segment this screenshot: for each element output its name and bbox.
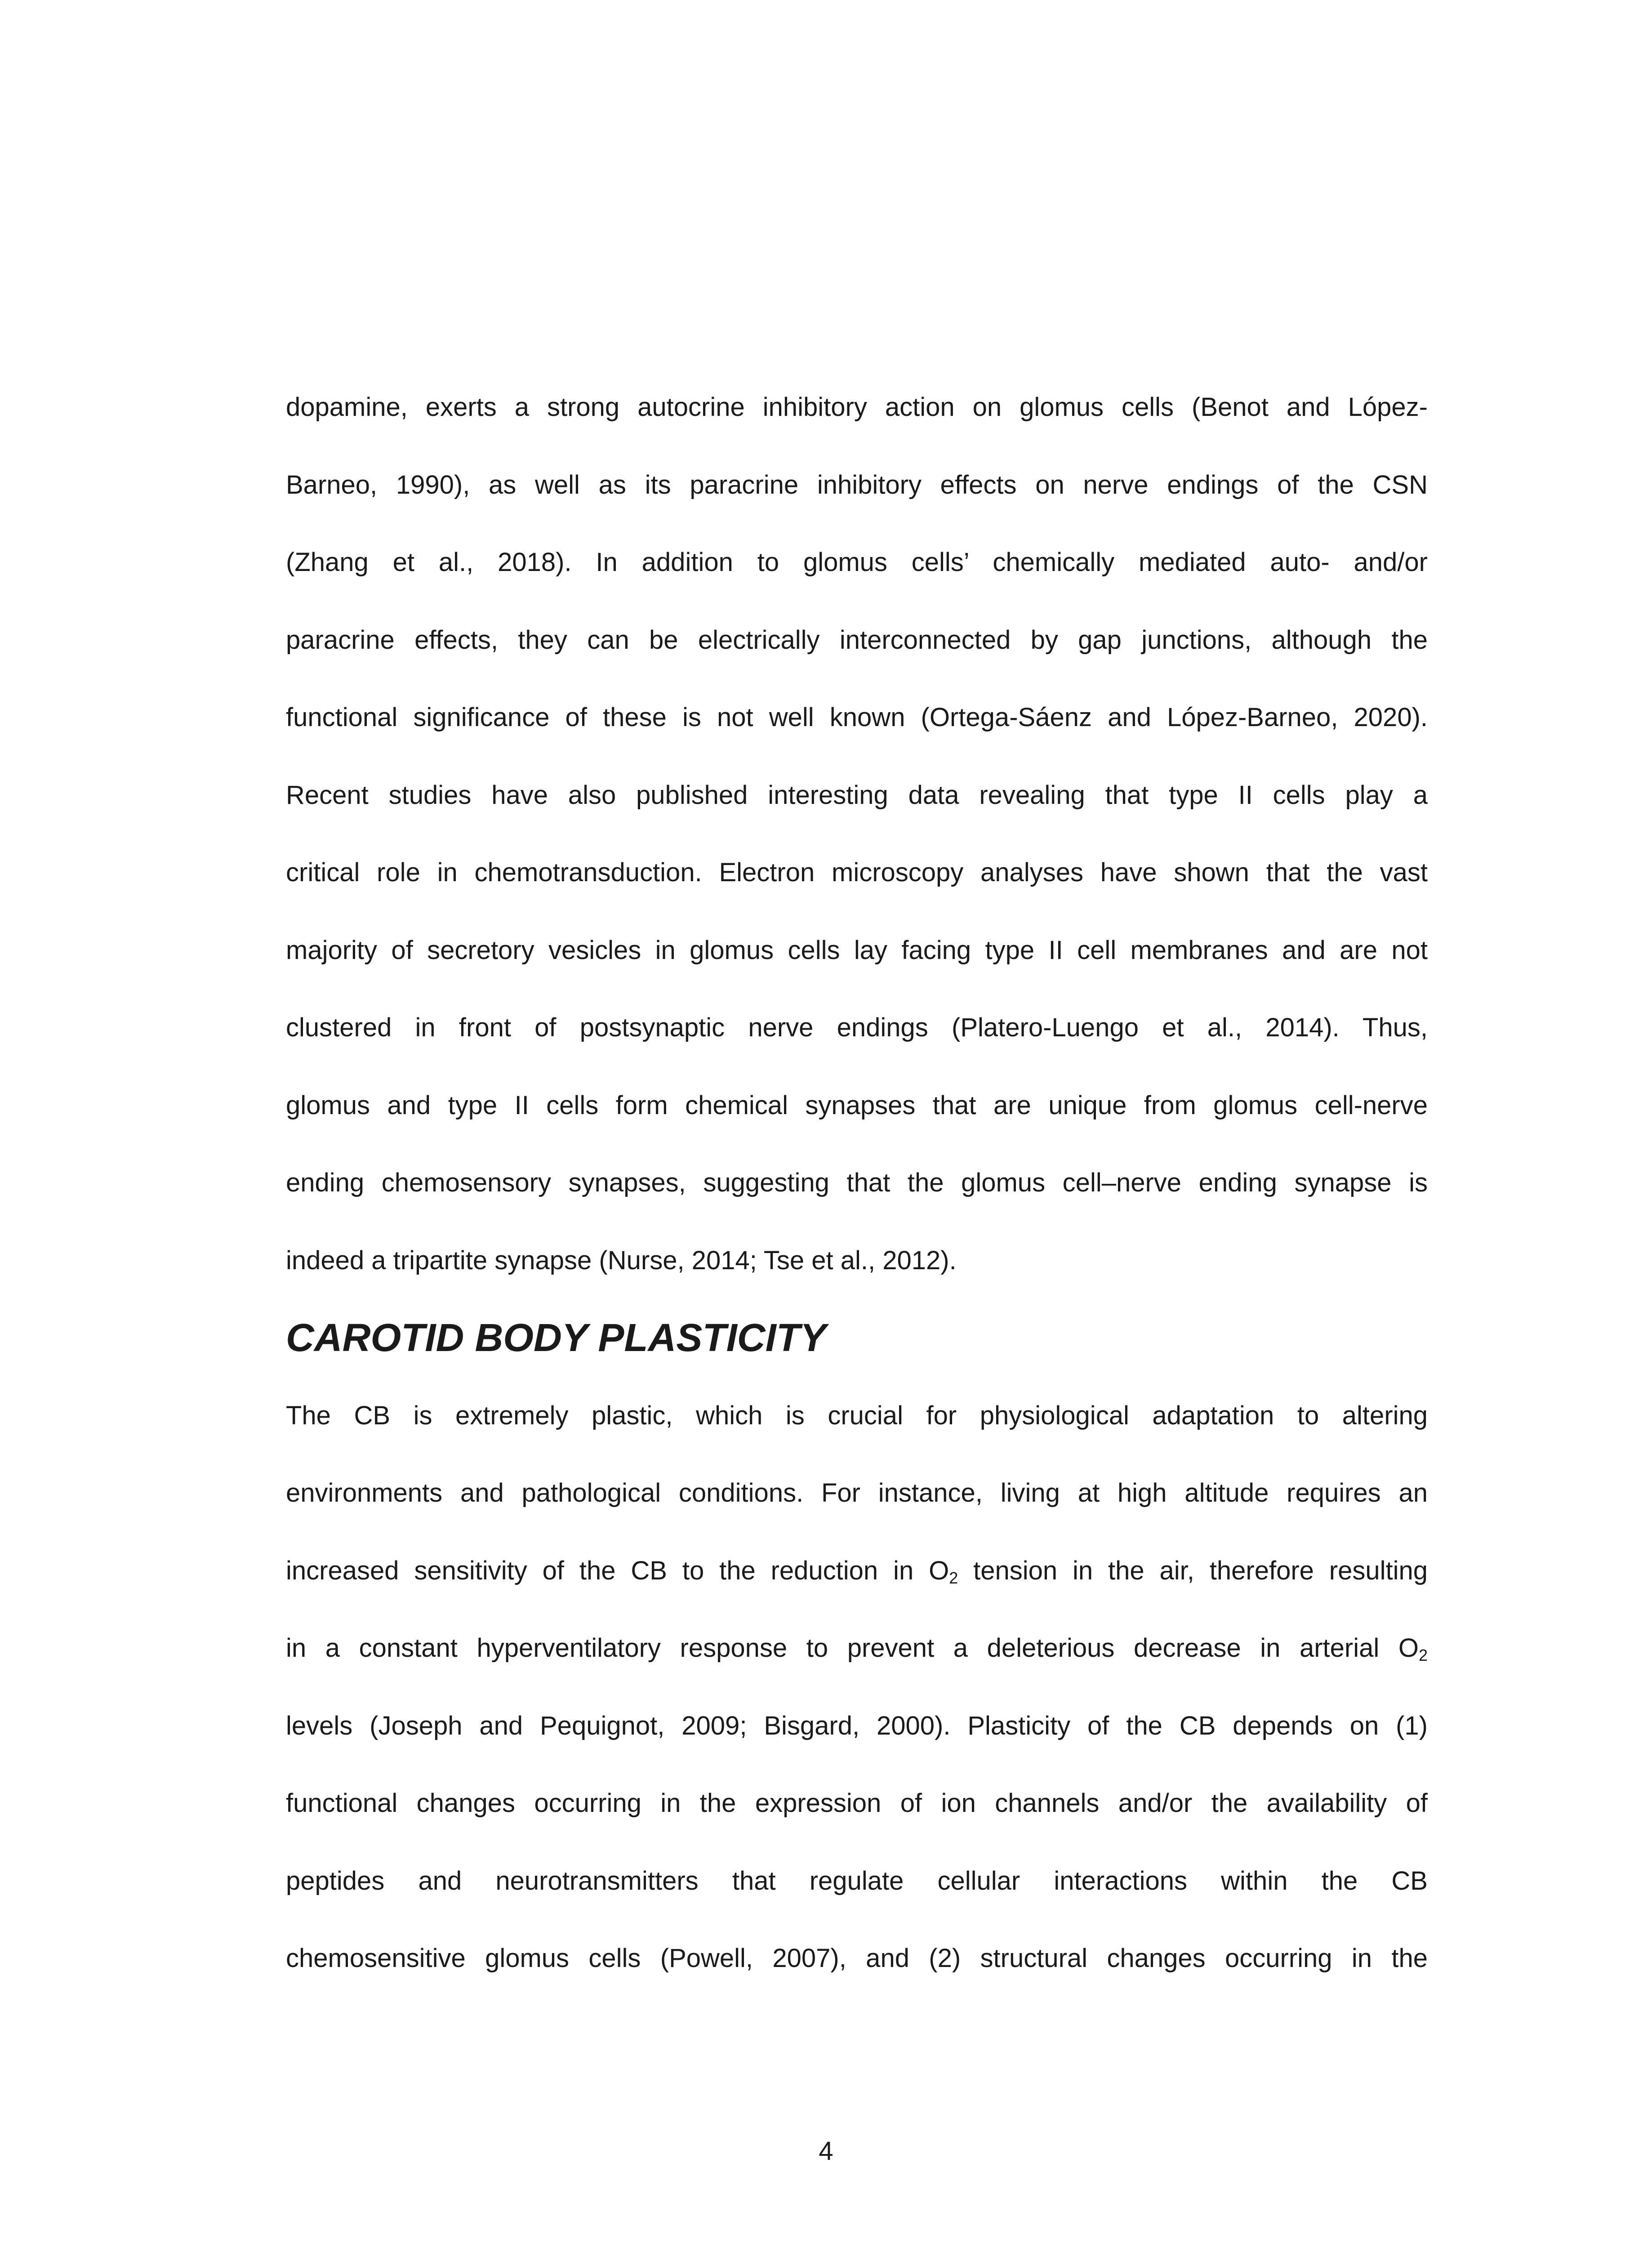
text-line: environments and pathological conditions. For instance, living at high altitude requires an xyxy=(286,1478,1428,1508)
text-line: (Zhang et al., 2018). In addition to glomus cells’ chemically mediated auto- and/or xyxy=(286,548,1428,577)
text-line: The CB is extremely plastic, which is crucial for physiological adaptation to altering xyxy=(286,1401,1428,1430)
text-line: glomus and type II cells form chemical synapses that are unique from glomus cell-nerve xyxy=(286,1090,1428,1120)
paragraph-glomus-cells xyxy=(286,369,1428,1299)
text-line: Recent studies have also published interesting data revealing that type II cells play a xyxy=(286,780,1428,810)
text-line: ending chemosensory synapses, suggesting that the glomus cell–nerve ending synapse is xyxy=(286,1168,1428,1197)
body-text xyxy=(286,369,1428,1998)
text-line: critical role in chemotransduction. Electron microscopy analyses have shown that the vast xyxy=(286,858,1428,887)
text-segment: in a constant hyperventilatory response to prevent a deleterious decrease in arterial O xyxy=(286,1633,1419,1663)
page-number: 4 xyxy=(819,2136,833,2166)
text-line: chemosensitive glomus cells (Powell, 2007), and (2) structural changes occurring in the xyxy=(286,1944,1428,1973)
subscript: 2 xyxy=(1419,1646,1428,1664)
text-line: paracrine effects, they can be electrically interconnected by gap junctions, although the xyxy=(286,625,1428,655)
paragraph-plasticity xyxy=(286,1377,1428,1998)
text-line: functional changes occurring in the expression of ion channels and/or the availability of xyxy=(286,1789,1428,1818)
text-segment: tension in the air, therefore resulting xyxy=(958,1556,1428,1585)
text-line: dopamine, exerts a strong autocrine inhibitory action on glomus cells (Benot and López- xyxy=(286,393,1428,422)
text-line: levels (Joseph and Pequignot, 2009; Bisgard, 2000). Plasticity of the CB depends on (1) xyxy=(286,1711,1428,1740)
text-line: Barneo, 1990), as well as its paracrine inhibitory effects on nerve endings of the CSN xyxy=(286,470,1428,500)
text-line xyxy=(286,1610,1428,1687)
section-heading: CAROTID BODY PLASTICITY xyxy=(286,1316,826,1360)
text-line: clustered in front of postsynaptic nerve endings (Platero-Luengo et al., 2014). Thus, xyxy=(286,1013,1428,1042)
text-line xyxy=(286,1532,1428,1610)
text-line: majority of secretory vesicles in glomus cells lay facing type II cell membranes and are not xyxy=(286,935,1428,965)
text-line: functional significance of these is not well known (Ortega-Sáenz and López-Barneo, 2020). xyxy=(286,703,1428,732)
subscript: 2 xyxy=(949,1568,958,1587)
text-line: indeed a tripartite synapse (Nurse, 2014; Tse et al., 2012). xyxy=(286,1245,957,1275)
text-segment: increased sensitivity of the CB to the reduction in O xyxy=(286,1556,949,1585)
text-line: peptides and neurotransmitters that regulate cellular interactions within the CB xyxy=(286,1866,1428,1896)
